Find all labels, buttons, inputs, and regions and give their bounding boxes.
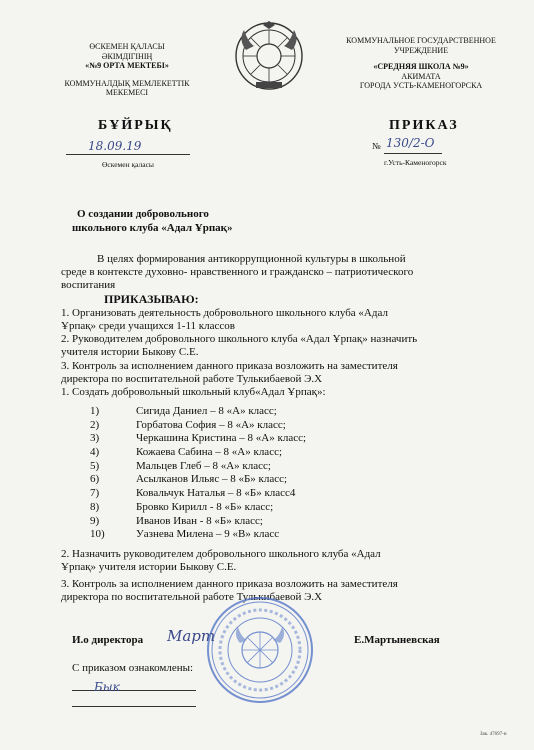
subject-line1: О создании добровольного [77,208,209,220]
clause-2-line2: учителя истории Быкову С.Е. [61,346,199,358]
order-title-ru: ПРИКАЗ [389,118,459,133]
clause-1-line2: Ұрпақ» среди учащихся 1-11 классов [61,320,235,332]
clause-assign-line2: Ұрпақ» учителя истории Быкову С.Е. [61,561,237,573]
kazakhstan-emblem-icon [234,20,304,92]
signature-role: И.о директора [72,634,144,646]
list-item [90,446,390,460]
list-item-text: Иванов Иван - 8 «Б» класс; [136,514,263,527]
clause-3-line1: 3. Контроль за исполнением данного приказа возложить на заместителя [61,360,398,372]
header-right-line1: КОММУНАЛЬНОЕ ГОСУДАРСТВЕННОЕ [346,36,496,45]
clause-1-line1: 1. Организовать деятельность добровольного школьного клуба «Адал [61,307,388,319]
date-underline [66,154,190,155]
list-item [90,515,390,529]
order-number: 130/2-О [386,136,435,150]
order-word: ПРИКАЗЫВАЮ: [104,292,199,306]
city-kz: Өскемен қаласы [102,160,154,169]
list-item-text: Черкашина Кристина – 8 «А» класс; [136,432,307,445]
list-item-text: Сигида Даниел – 8 «А» класс; [136,405,277,417]
number-underline [384,153,442,154]
list-item-number: 2) [90,418,100,431]
city-ru: г.Усть-Каменогорск [384,158,447,167]
list-item [90,419,390,433]
order-date: 18.09.19 [88,139,142,153]
list-item-text: Бровко Кирилл - 8 «Б» класс; [136,500,274,513]
list-item [90,473,390,487]
acquainted-line-1 [72,690,196,691]
header-left-line5: МЕКЕМЕСІ [105,88,149,97]
subject-line2: школьного клуба «Адал Ұрпақ» [72,222,233,234]
acquainted-line-2 [72,706,196,707]
header-left-line2: ӘКІМДІГІНІҢ [101,51,153,61]
list-item-number: 6) [90,473,100,486]
list-item-number: 4) [90,446,100,459]
header-right-line3: «СРЕДНЯЯ ШКОЛА №9» [373,62,469,71]
list-item-text: Уазнева Милена – 9 «В» класс [136,528,280,541]
clause-assign-line1: 2. Назначить руководителем добровольного школьного клуба «Адал [61,548,381,560]
list-item [90,460,390,474]
header-left-block [52,42,202,98]
order-title-kz: БҰЙРЫҚ [98,118,173,133]
acquainted-label: С приказом ознакомлены: [72,662,194,674]
list-item-number: 8) [90,500,100,513]
list-item [90,501,390,515]
clause-control-line2: директора по воспитательной работе Тулькибаевой Э.Х [61,591,323,603]
list-item-text: Ковальчук Наталья – 8 «Б» класс4 [136,487,296,500]
header-right-line5: ГОРОДА УСТЬ-КАМЕНОГОРСКА [359,81,483,90]
clause-3-line2: директора по воспитательной работе Тулькибаевой Э.Х [61,373,323,385]
header-left-line3: «№9 ОРТА МЕКТЕБІ» [85,61,169,70]
list-item-number: 10) [90,528,105,541]
list-item-text: Асылканов Ильяс – 8 «Б» класс; [136,473,288,486]
acquainted-signature-handwritten: Бык [94,680,120,694]
director-signature-handwritten: Март [167,627,216,645]
clause-control-line1: 3. Контроль за исполнением данного приказа возложить на заместителя [61,578,398,590]
list-item-text: Мальцев Глеб – 8 «А» класс; [136,459,271,472]
list-item [90,432,390,446]
footer-code: Зак. 47697-н [480,732,507,737]
list-item-text: Кожаева Сабина – 8 «А» класс; [136,446,283,459]
seal-stamp-icon [205,595,315,705]
list-item-number: 1) [90,405,100,417]
list-item [90,405,390,419]
list-item-number: 9) [90,514,100,527]
clause-2-line1: 2. Руководителем добровольного школьного клуба «Адал Ұрпақ» назначить [61,333,418,345]
preamble-line1: В целях формирования антикоррупционной культуры в школьной [97,253,406,265]
header-left-line1: ӨСКЕМЕН ҚАЛАСЫ [89,42,165,51]
signature-name: Е.Мартыневская [354,634,440,646]
list-item [90,528,390,542]
list-item-text: Горбатова София – 8 «А» класс; [136,418,286,431]
list-item-number: 3) [90,432,100,445]
preamble-line2: среде в контексте духовно- нравственного и гражданско – патриотического [61,266,414,278]
order-number-prefix: № [372,141,381,151]
header-right-line4: АКИМАТА [401,71,441,81]
member-list [90,405,390,542]
header-left-line4: КОММУНАЛДЫҚ МЕМЛЕКЕТТІК [64,78,190,88]
list-item-number: 7) [90,487,100,500]
list-item [90,487,390,501]
header-right-block [336,36,506,91]
preamble-line3: воспитания [61,279,116,291]
clause-create-club: 1. Создать добровольный школьный клуб«Адал Ұрпақ»: [61,386,326,398]
header-right-line2: УЧРЕЖДЕНИЕ [393,45,449,55]
list-item-number: 5) [90,459,100,472]
